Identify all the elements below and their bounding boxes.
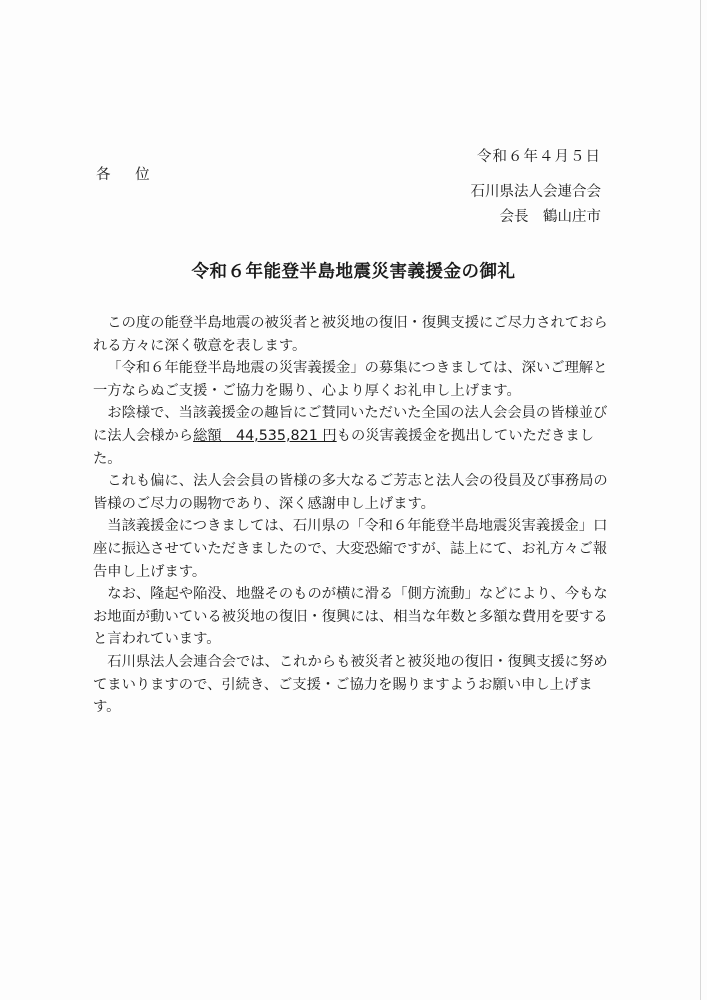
- body-paragraph-3: これも偏に、法人会会員の皆様の多大なるご芳志と法人会の役員及び事務局の皆様のご尽力の賜物であり、深く感謝申し上げます。: [93, 473, 608, 512]
- body-paragraph-1: この度の能登半島地震の被災者と被災地の復旧・復興支援にご尽力されておられる方々に深く敬意を表します。: [93, 315, 608, 354]
- donation-amount: 総額 44,535,821 円: [193, 427, 337, 444]
- donation-text-before: お陰様で、当該義援金の趣旨にご賛同いただいた全国の法人会会員の皆様並びに法人会様から: [93, 405, 608, 444]
- body-paragraph-2: 「令和６年能登半島地震の災害義援金」の募集につきましては、深いご理解と一方ならぬご支援・ご協力を賜り、心より厚くお礼申し上げます。: [93, 360, 608, 399]
- scan-edge: [700, 0, 701, 1000]
- body-paragraph-4: 当該義援金につきましては、石川県の「令和６年能登半島地震災害義援金」口座に振込させていただきましたので、大変恐縮ですが、誌上にて、お礼方々ご報告申し上げます。: [93, 518, 608, 580]
- body-paragraph-6: 石川県法人会連合会では、これからも被災者と被災地の復旧・復興支援に努めてまいりますので、引続き、ご支援・ご協力を賜りますようお願い申し上げます。: [93, 653, 608, 716]
- letter-body: [93, 312, 608, 719]
- addressee: 各 位: [96, 167, 160, 183]
- sender-signatory: 会長 鶴山庄市: [499, 209, 601, 225]
- document-date: 令和６年４月５日: [477, 149, 601, 165]
- donation-text-after: もの災害義援金を拠出していただきました。: [93, 427, 595, 467]
- body-paragraph-donation: [93, 402, 608, 470]
- body-paragraph-5: なお、隆起や陥没、地盤そのものが横に滑る「側方流動」などにより、今もなお地面が動いている被災地の復旧・復興には、相当な年数と多額な費用を要すると言われています。: [93, 586, 608, 648]
- document-title: 令和６年能登半島地震災害義援金の御礼: [191, 262, 516, 282]
- sender-organization: 石川県法人会連合会: [470, 184, 601, 200]
